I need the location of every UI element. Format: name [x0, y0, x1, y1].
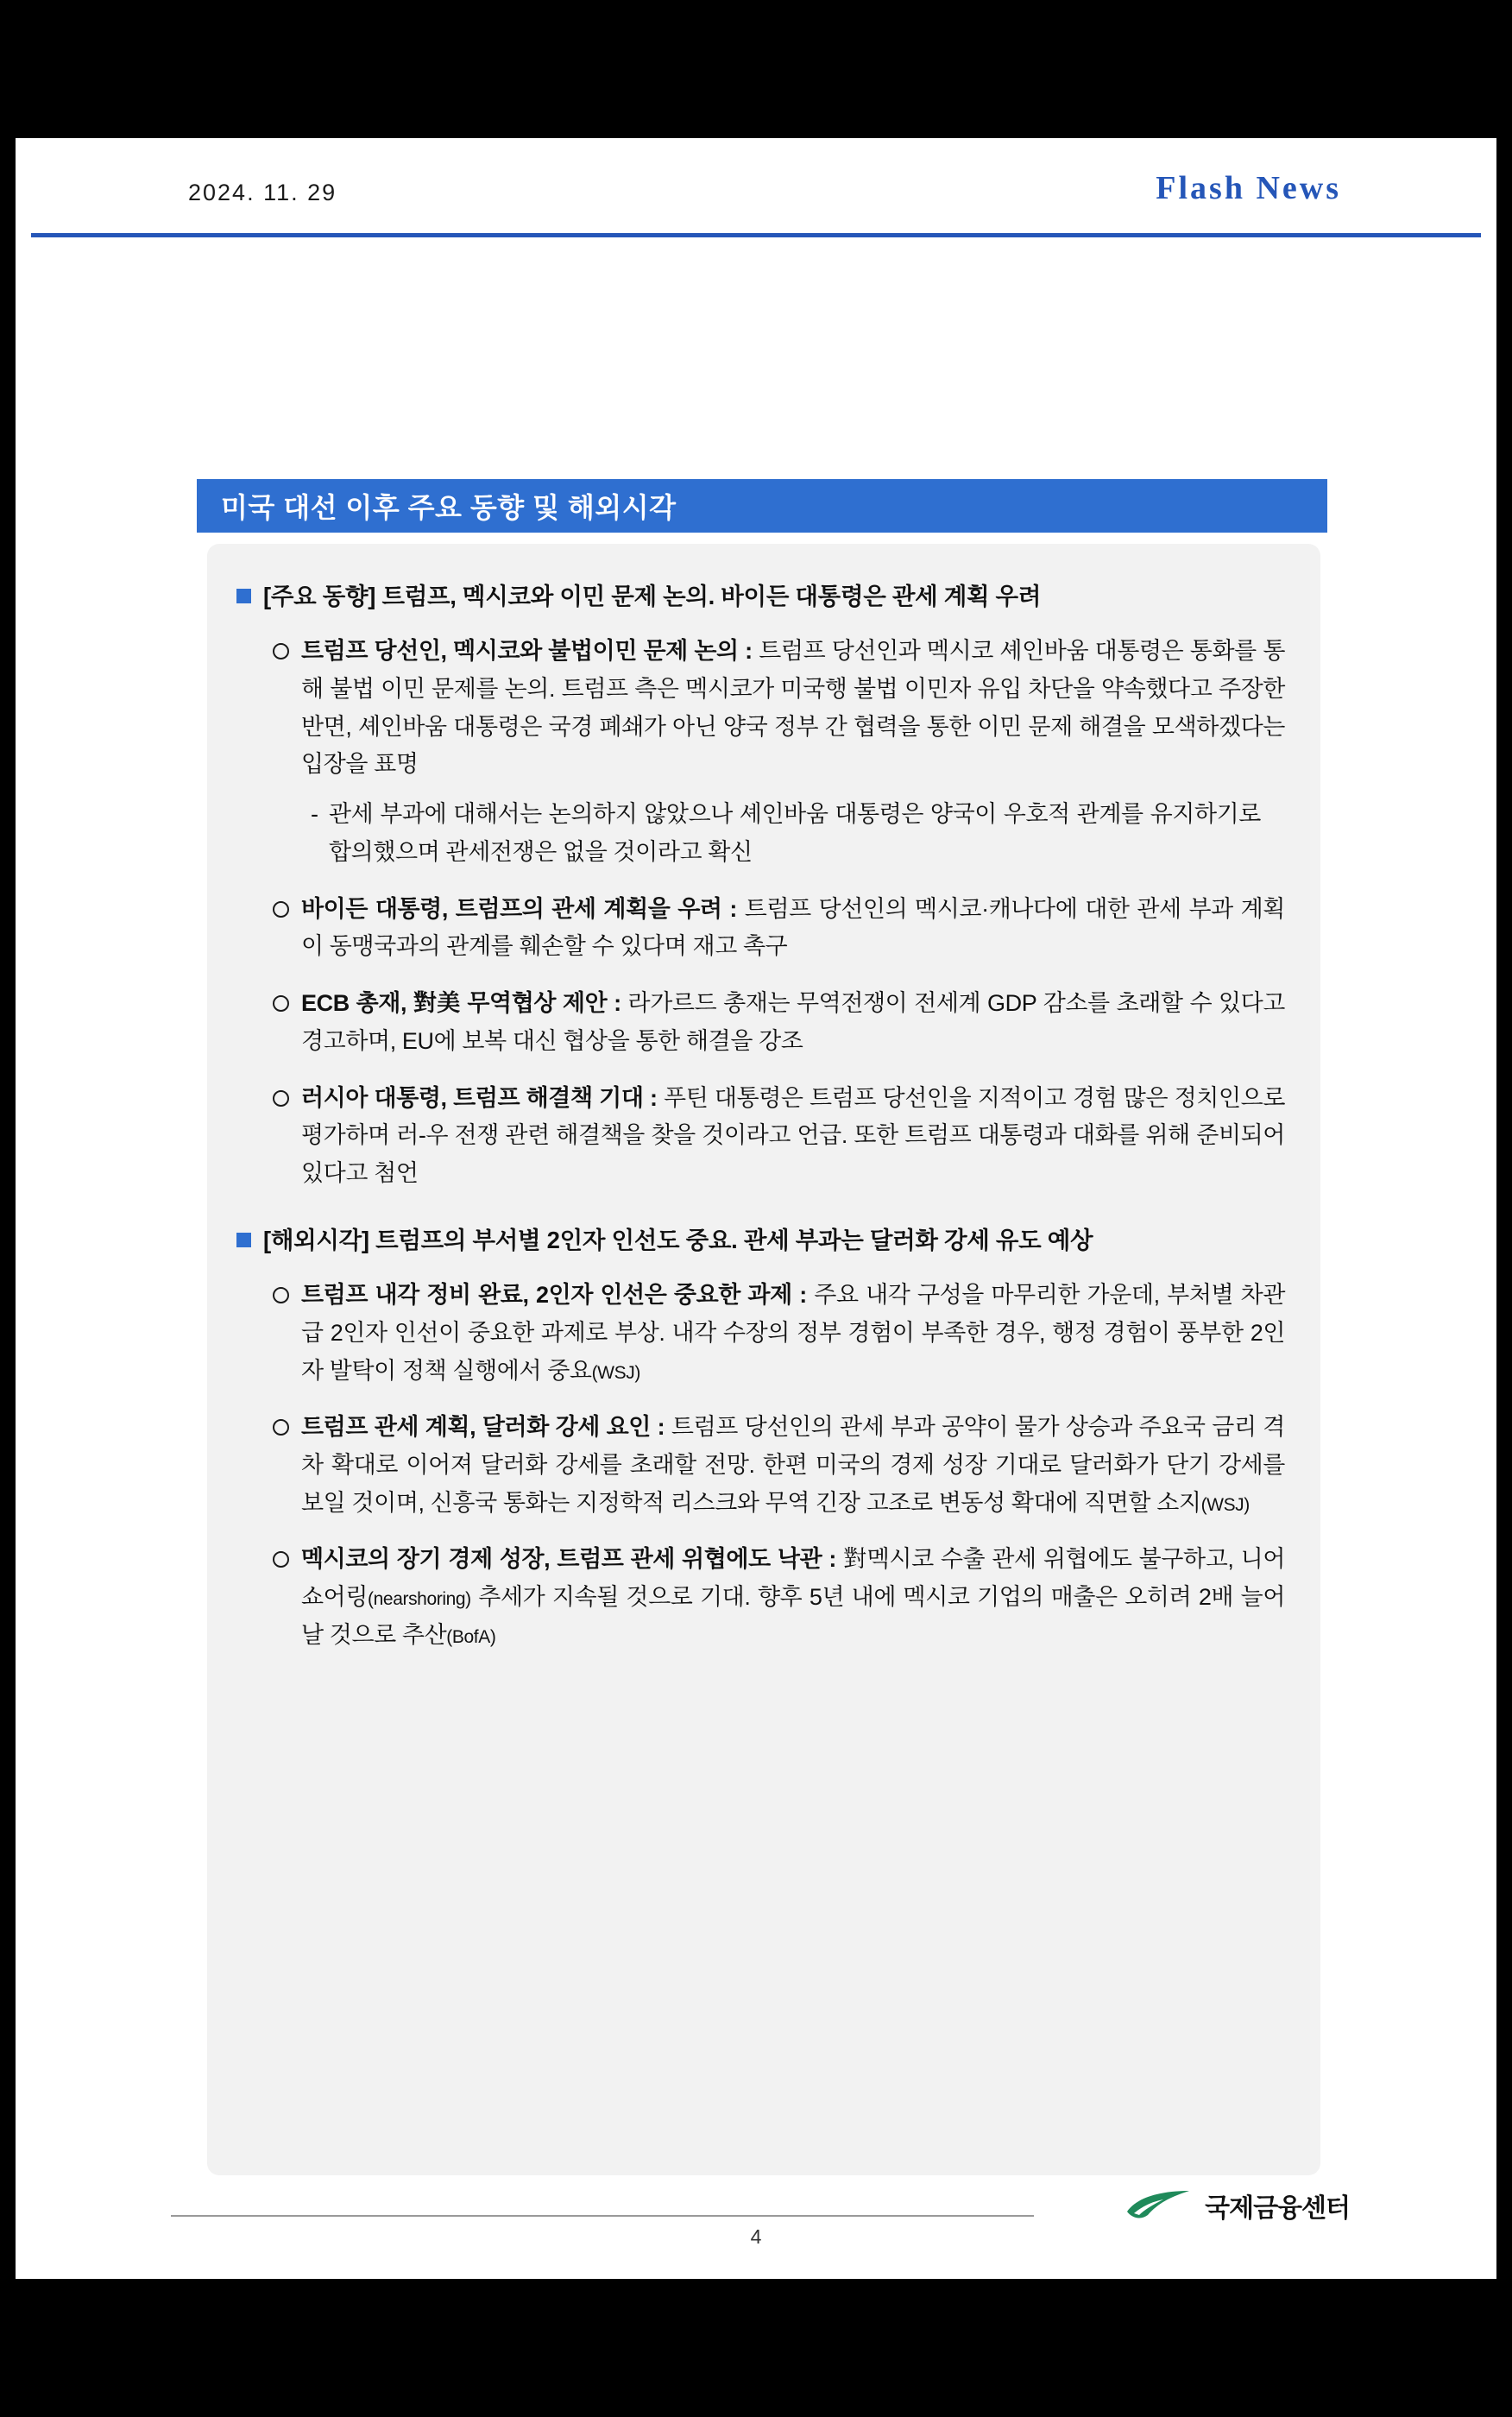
- list-item: [273, 1277, 1291, 1390]
- list-item-inline-source: (nearshoring): [368, 1589, 471, 1610]
- organization-logo: [1125, 2186, 1350, 2225]
- document-brand-title: Flash News: [1156, 170, 1341, 206]
- circle-bullet-icon: [273, 1551, 289, 1568]
- list-item-text: [301, 1409, 1285, 1522]
- circle-bullet-icon: [273, 995, 289, 1012]
- list-item-body: 트럼프 당선인과 멕시코 셰인바움 대통령은 통화를 통해 불법 이민 문제를 논의. 트럼프 측은 멕시코가 미국행 불법 이민자 유입 차단을 약속했다고 주장한 반면, 셰인바움 대통령은 국경 폐쇄가 아닌 양국 정부 간 협력을 통한 이민 문제 해결을 모색하겠다는 입장을 표명: [301, 638, 1285, 778]
- list-item-body: 라가르드 총재는 무역전쟁이 전세계 GDP 감소를 초래할 수 있다고 경고하며, EU에 보복 대신 협상을 통한 해결을 강조: [301, 990, 1285, 1054]
- section-title-bar: [197, 479, 1327, 533]
- list-item-body: 對멕시코 수출 관세 위협에도 불구하고, 니어쇼어링: [301, 1546, 1285, 1611]
- list-item-text: [301, 1080, 1285, 1193]
- list-item: [273, 1409, 1291, 1522]
- document-header: [16, 138, 1496, 242]
- circle-bullet-icon: [273, 1419, 289, 1436]
- list-item: [273, 1080, 1291, 1193]
- list-item: [273, 985, 1291, 1060]
- heading-row: [236, 1222, 1291, 1258]
- document-page: [16, 138, 1496, 2279]
- list-item-body: 주요 내각 구성을 마무리한 가운데, 부처별 차관급 2인자 인선이 중요한 과제로 부상. 내각 수장의 정부 경험이 부족한 경우, 행정 경험이 풍부한 2인자 발탁이 정책 실행에서 중요: [301, 1282, 1285, 1384]
- list-item-lead: 러시아 대통령, 트럼프 해결책 기대 :: [301, 1084, 658, 1111]
- section-title-text: 미국 대선 이후 주요 동향 및 해외시각: [221, 492, 677, 523]
- page-number: 4: [750, 2225, 762, 2248]
- sub-list-item-text: 관세 부과에 대해서는 논의하지 않았으나 셰인바움 대통령은 양국이 우호적 관계를 유지하기로 합의했으며 관세전쟁은 없을 것이라고 확신: [329, 801, 1261, 865]
- list-item-text: [301, 1541, 1285, 1654]
- list-item: [273, 1541, 1291, 1654]
- footer-divider: [171, 2215, 1034, 2217]
- block-heading: [주요 동향] 트럼프, 멕시코와 이민 문제 논의. 바이든 대통령은 관세 계획 우려: [263, 583, 1042, 609]
- list-item-text: [301, 891, 1285, 966]
- circle-bullet-icon: [273, 1287, 289, 1303]
- list-item-source: (WSJ): [1200, 1494, 1250, 1515]
- circle-bullet-icon: [273, 1090, 289, 1107]
- list-item-body-continued: 추세가 지속될 것으로 기대. 향후 5년 내에 멕시코 기업의 매출은 오히려 2배 늘어날 것으로 추산: [301, 1584, 1285, 1648]
- list-item-text: [301, 985, 1285, 1060]
- list-item-lead: 멕시코의 장기 경제 성장, 트럼프 관세 위협에도 낙관 :: [301, 1546, 836, 1573]
- sub-list-item: [311, 796, 1291, 871]
- list-item-text: [301, 633, 1285, 784]
- header-divider: [31, 233, 1481, 237]
- circle-bullet-icon: [273, 643, 289, 659]
- heading-row: [236, 578, 1291, 614]
- list-item-lead: 트럼프 내각 정비 완료, 2인자 인선은 중요한 과제 :: [301, 1282, 807, 1309]
- list-item-lead: 트럼프 관세 계획, 달러화 강세 요인 :: [301, 1414, 665, 1441]
- list-item-lead: 트럼프 당선인, 멕시코와 불법이민 문제 논의 :: [301, 638, 753, 665]
- list-item-body: 트럼프 당선인의 관세 부과 공약이 물가 상승과 주요국 금리 격차 확대로 이어져 달러화 강세를 초래할 전망. 한편 미국의 경제 성장 기대로 달러화가 단기 강세를 보일 것이며, 신흥국 통화는 지정학적 리스크와 무역 긴장 고조로 변동성 확대에 직면할 소지: [301, 1414, 1285, 1516]
- list-item: [273, 633, 1291, 784]
- organization-name: 국제금융센터: [1205, 2194, 1350, 2223]
- document-date: 2024. 11. 29: [188, 180, 337, 205]
- list-item-source: (WSJ): [591, 1362, 640, 1383]
- dash-bullet-icon: -: [311, 801, 318, 828]
- block-heading: [해외시각] 트럼프의 부서별 2인자 인선도 중요. 관세 부과는 달러화 강세 유도 예상: [263, 1226, 1093, 1253]
- list-item-text: [301, 1277, 1285, 1390]
- list-item-source: (BofA): [446, 1626, 496, 1647]
- circle-bullet-icon: [273, 901, 289, 918]
- list-item: [273, 891, 1291, 966]
- square-bullet-icon: [236, 1233, 251, 1247]
- list-item-lead: ECB 총재, 對美 무역협상 제안 :: [301, 990, 621, 1017]
- list-item-body: 푸틴 대통령은 트럼프 당선인을 지적이고 경험 많은 정치인으로 평가하며 러-우 전쟁 관련 해결책을 찾을 것이라고 언급. 또한 트럼프 대통령과 대화를 위해 준비되어 있다고 첨언: [301, 1084, 1285, 1187]
- content-card: [207, 544, 1320, 2175]
- list-item-body: 트럼프 당선인의 멕시코·캐나다에 대한 관세 부과 계획이 동맹국과의 관계를 훼손할 수 있다며 재고 촉구: [301, 895, 1285, 960]
- kcif-swoosh-icon: [1125, 2186, 1193, 2225]
- square-bullet-icon: [236, 589, 251, 603]
- list-item-lead: 바이든 대통령, 트럼프의 관세 계획을 우려 :: [301, 895, 737, 922]
